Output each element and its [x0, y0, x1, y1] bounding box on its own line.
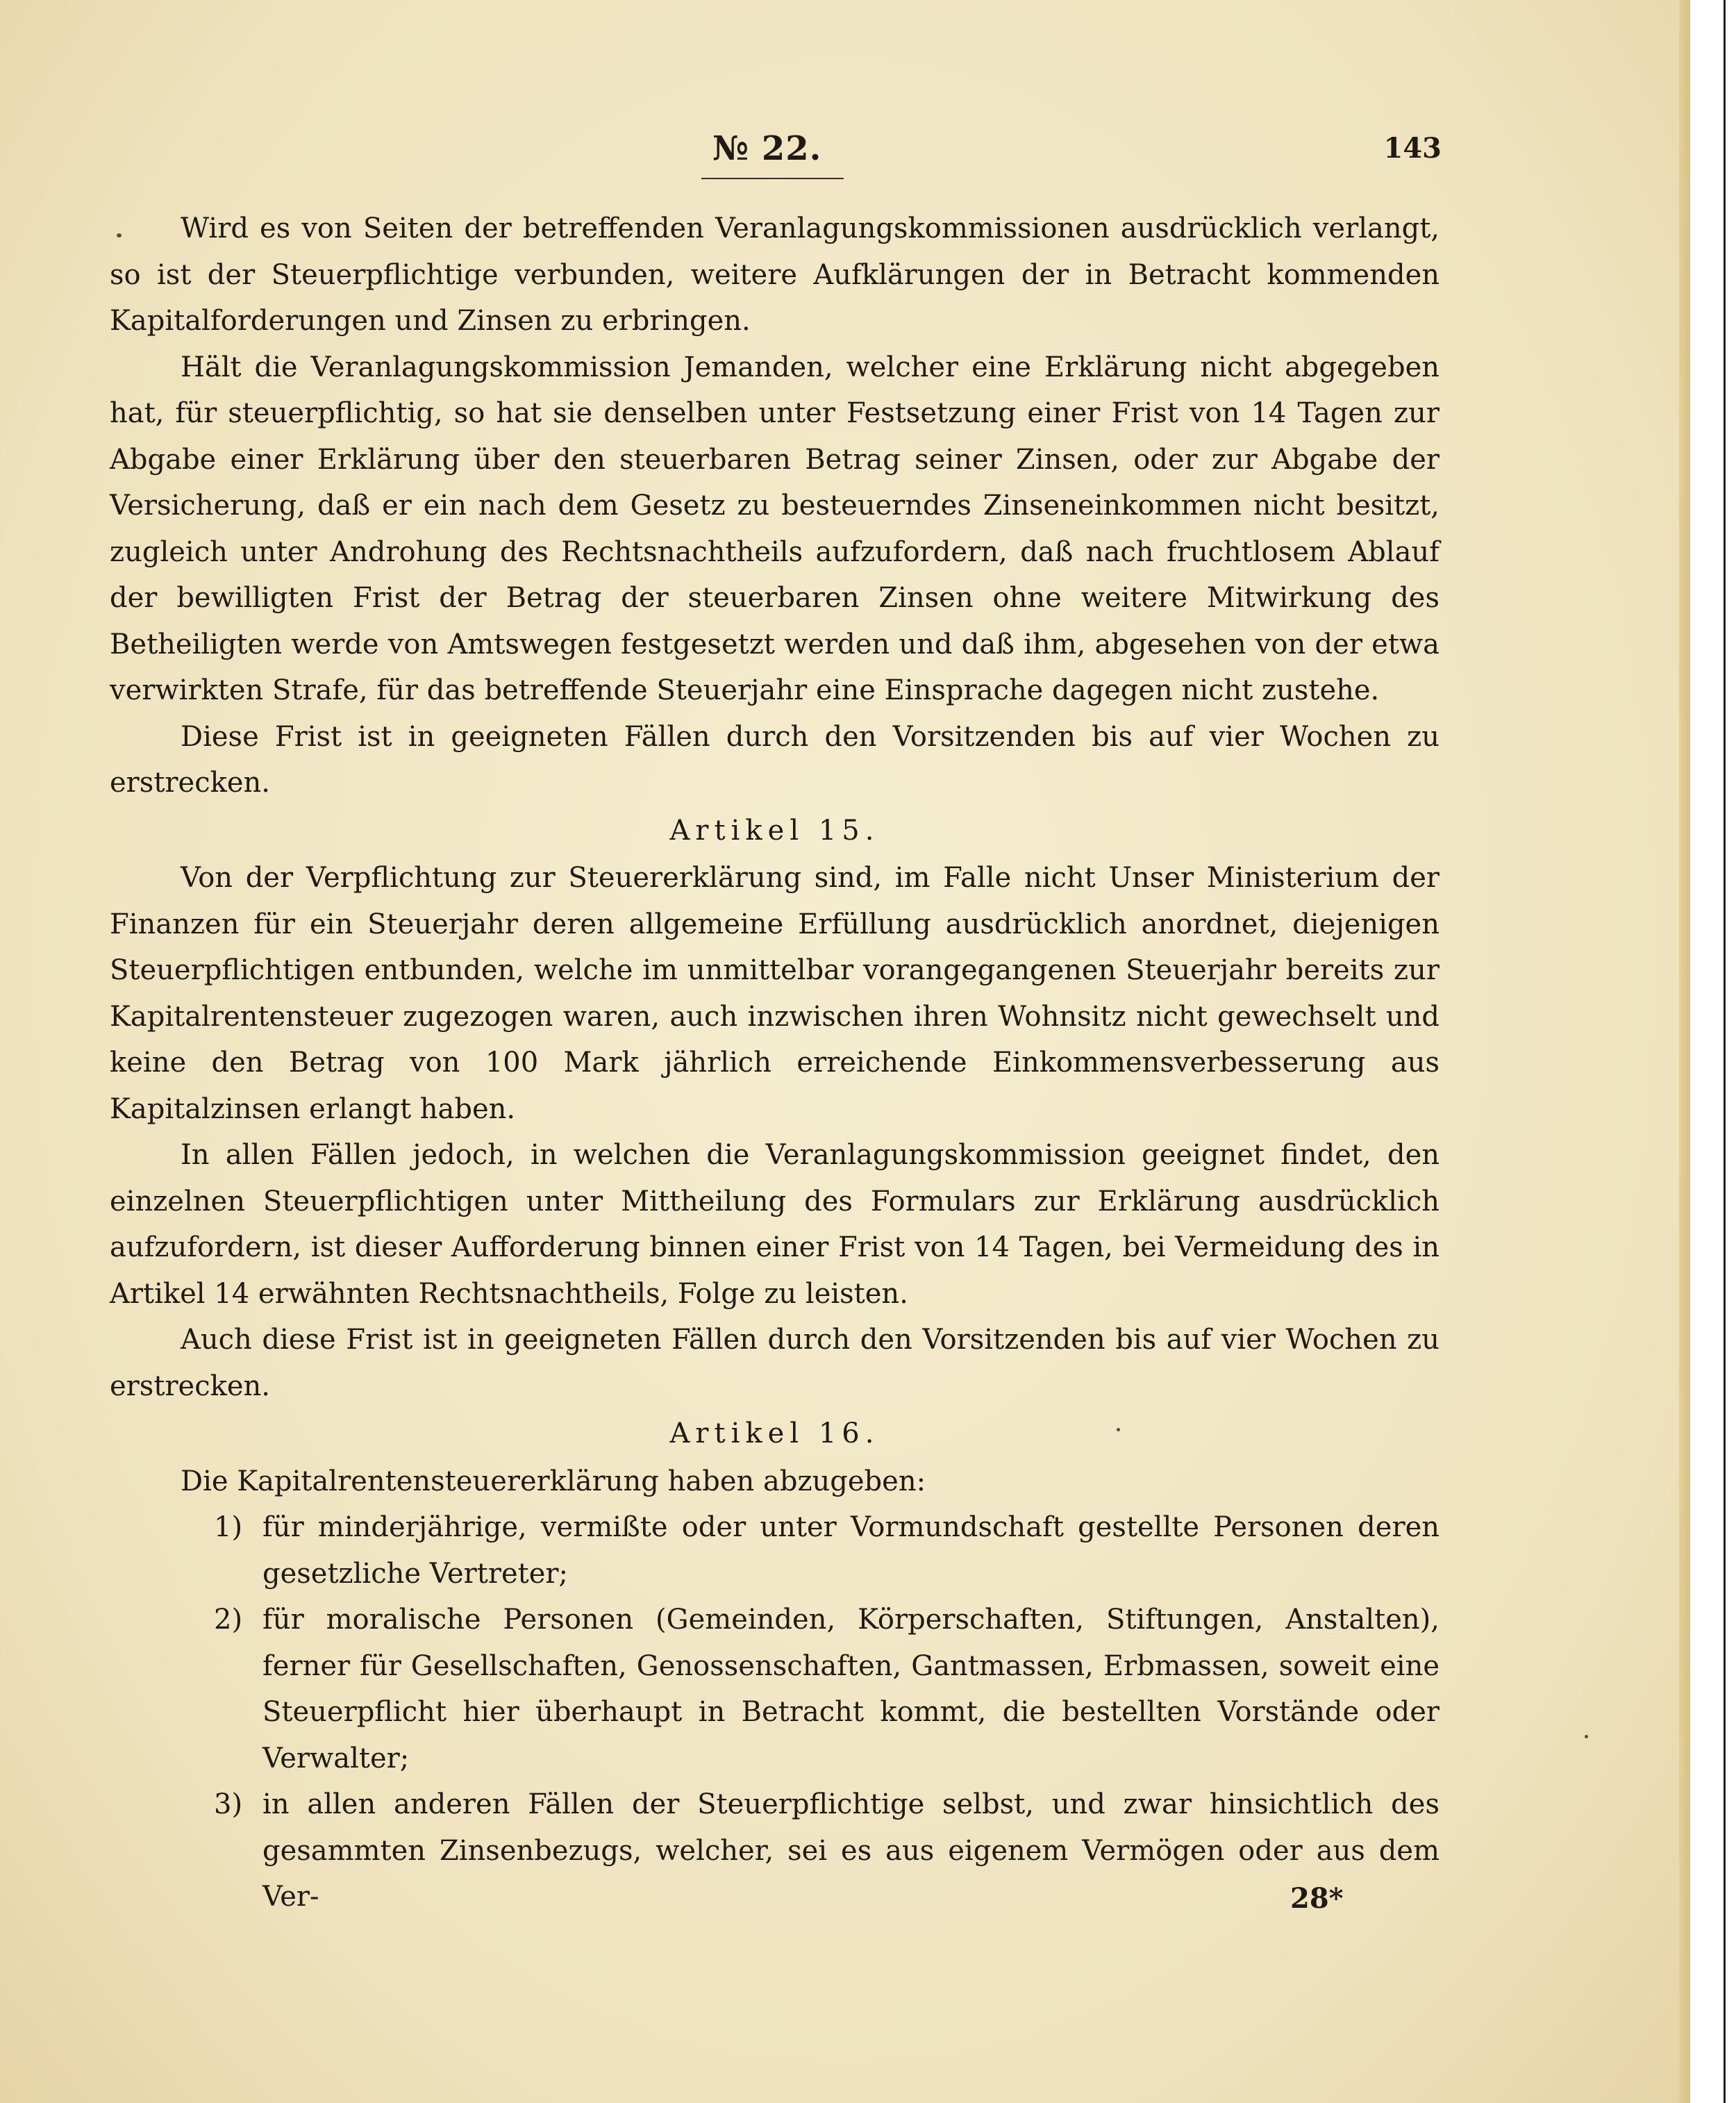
paragraph: Wird es von Seiten der betreffenden Veranlagungskommissionen ausdrücklich verlangt, so ist der Steuerpflichtige verbunden, weitere Aufklärungen der in Betracht kommenden Kapitalforderungen und Zinsen zu erbringen. — [110, 213, 1439, 337]
issue-number: № 22. — [712, 129, 822, 168]
list-item-text: für moralische Personen (Gemeinden, Körperschaften, Stiftungen, Anstalten), ferner für Gesellschaften, Genossenschaften, Gantmassen, Erbmassen, soweit eine Steuerpflicht hier überhaupt in Betracht kommt, die bestellten Vorstände oder Verwalter; — [262, 1604, 1439, 1774]
article-16-intro: Die Kapitalrentensteuererklärung haben abzugeben: — [181, 1465, 926, 1497]
scan-border — [1724, 0, 1726, 2103]
paragraph: In allen Fällen jedoch, in welchen die Veranlagungskommission geeignet findet, den einzelnen Steuerpflichtigen unter Mittheilung des Formulars zur Erklärung ausdrücklich aufzufordern, ist dieser Aufforderung binnen einer Frist von 14 Tagen, bei Vermeidung des in Artikel 14 erwähnten Rechtsnachtheils, Folge zu leisten. — [110, 1139, 1439, 1310]
paragraph: Hält die Veranlagungskommission Jemanden, welcher eine Erklärung nicht abgegeben hat, für steuerpflichtig, so hat sie denselben unter Festsetzung einer Frist von 14 Tagen zur Abgabe einer Erklärung über den steuerbaren Betrag seiner Zinsen, oder zur Abgabe der Versicherung, daß er ein nach dem Gesetz zu besteuerndes Zinseneinkommen nicht besitzt, zugleich unter Androhung des Rechtsnachtheils aufzufordern, daß nach fruchtlosem Ablauf der bewilligten Frist der Betrag der steuerbaren Zinsen ohne weitere Mitwirkung des Betheiligten werde von Amtswegen festgesetzt werden und daß ihm, abgesehen von der etwa verwirkten Strafe, für das betreffende Steuerjahr eine Einsprache dagegen nicht zustehe. — [110, 351, 1439, 706]
article-16-heading: Artikel 16. — [669, 1418, 880, 1449]
header-rule — [701, 178, 844, 179]
list-item-number: 1) — [214, 1511, 243, 1543]
paragraph: Diese Frist ist in geeigneten Fällen durch den Vorsitzenden bis auf vier Wochen zu erstrecken. — [110, 720, 1439, 799]
printer-signature: 28* — [1290, 1882, 1344, 1915]
paragraph: Von der Verpflichtung zur Steuererklärung sind, im Falle nicht Unser Ministerium der Finanzen für ein Steuerjahr deren allgemeine Erfüllung ausdrücklich anordnet, diejenigen Steuerpflichtigen entbunden, welche im unmittelbar vorangegangenen Steuerjahr bereits zur Kapitalrentensteuer zugezogen waren, auch inzwischen ihren Wohnsitz nicht gewechselt und keine den Betrag von 100 Mark jährlich erreichende Einkommensverbesserung aus Kapitalzinsen erlangt haben. — [110, 862, 1439, 1125]
paper-speck — [1585, 1735, 1588, 1738]
article-15-heading: Artikel 15. — [669, 814, 880, 847]
list-item-number: 3) — [214, 1788, 243, 1820]
list-item — [110, 1781, 1439, 1920]
paper-speck — [1117, 1428, 1120, 1431]
list-item-text: in allen anderen Fällen der Steuerpflichtige selbst, und zwar hinsichtlich des gesammten Zinsenbezugs, welcher, sei es aus eigenem Vermögen oder aus dem Ver- — [262, 1788, 1439, 1913]
list-item — [110, 1504, 1439, 1597]
paragraph: Auch diese Frist ist in geeigneten Fällen durch den Vorsitzenden bis auf vier Wochen zu erstrecken. — [110, 1324, 1439, 1402]
list-item-text: für minderjährige, vermißte oder unter Vormundschaft gestellte Personen deren gesetzliche Vertreter; — [262, 1511, 1439, 1590]
document-body — [110, 206, 1439, 1920]
page-edge — [1679, 0, 1690, 2103]
page-header — [0, 129, 1689, 178]
paper-speck — [117, 233, 122, 238]
list-item-number: 2) — [214, 1604, 243, 1636]
page-number: 143 — [1383, 132, 1442, 165]
list-item — [110, 1597, 1439, 1781]
